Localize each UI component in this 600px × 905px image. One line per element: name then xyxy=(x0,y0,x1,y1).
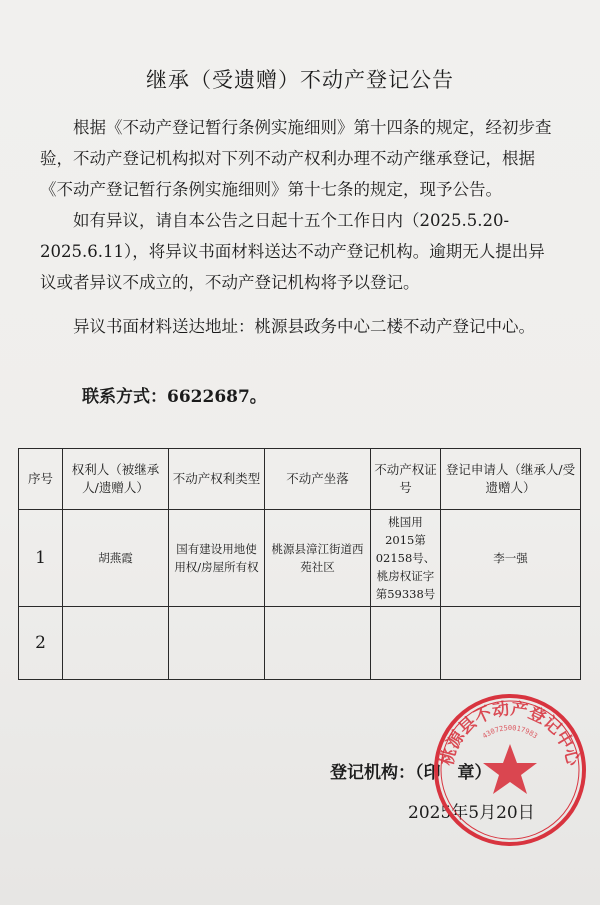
cell-serial-no: 2 xyxy=(19,607,63,680)
contact-info: 联系方式：6622687。 xyxy=(82,387,267,407)
issue-date: 2025年5月20日 xyxy=(408,803,535,823)
cell-location: 桃源县漳江街道西苑社区 xyxy=(265,510,371,607)
registration-table xyxy=(18,448,581,680)
cell-right-holder: 胡燕霞 xyxy=(63,510,169,607)
cell-right-type: 国有建设用地使用权/房屋所有权 xyxy=(169,510,265,607)
header-location: 不动产坐落 xyxy=(265,449,371,510)
seal-star-icon xyxy=(483,744,537,794)
cell-location xyxy=(265,607,371,680)
seal-number: 4307250017983 xyxy=(481,724,539,741)
header-right-type: 不动产权利类型 xyxy=(169,449,265,510)
official-seal-stamp xyxy=(430,690,590,850)
registration-authority-signature: 登记机构：（印 章） xyxy=(330,763,492,783)
paragraph-legal-basis: 根据《不动产登记暂行条例实施细则》第十四条的规定，经初步查验，不动产登记机构拟对下列不动产权利办理不动产继承登记，根据《不动产登记暂行条例实施细则》第十七条的规定，现予公告。 xyxy=(40,118,552,199)
table-row xyxy=(19,607,581,680)
cell-certificate-no xyxy=(371,607,441,680)
header-certificate-no: 不动产权证号 xyxy=(371,449,441,510)
cell-applicant xyxy=(441,607,581,680)
header-right-holder: 权利人（被继承人/遗赠人） xyxy=(63,449,169,510)
table-row xyxy=(19,510,581,607)
cell-right-type xyxy=(169,607,265,680)
seal-text: 桃源县不动产登记中心 xyxy=(437,699,583,768)
cell-right-holder xyxy=(63,607,169,680)
cell-certificate-no: 桃国用2015第02158号、桃房权证字第59338号 xyxy=(371,510,441,607)
paragraph-objection-period: 如有异议，请自本公告之日起十五个工作日内（2025.5.20-2025.6.11），将异议书面材料送达不动产登记机构。逾期无人提出异议或者异议不成立的，不动产登记机构将予以登记。 xyxy=(40,211,545,292)
paragraph-objection-address: 异议书面材料送达地址：桃源县政务中心二楼不动产登记中心。 xyxy=(73,317,535,336)
cell-applicant: 李一强 xyxy=(441,510,581,607)
table-header-row xyxy=(19,449,581,510)
header-serial-no: 序号 xyxy=(19,449,63,510)
header-applicant: 登记申请人（继承人/受遗赠人） xyxy=(441,449,581,510)
notice-title: 继承（受遗赠）不动产登记公告 xyxy=(146,68,454,92)
cell-serial-no: 1 xyxy=(19,510,63,607)
svg-text:4307250017983 xyxy=(481,724,539,740)
